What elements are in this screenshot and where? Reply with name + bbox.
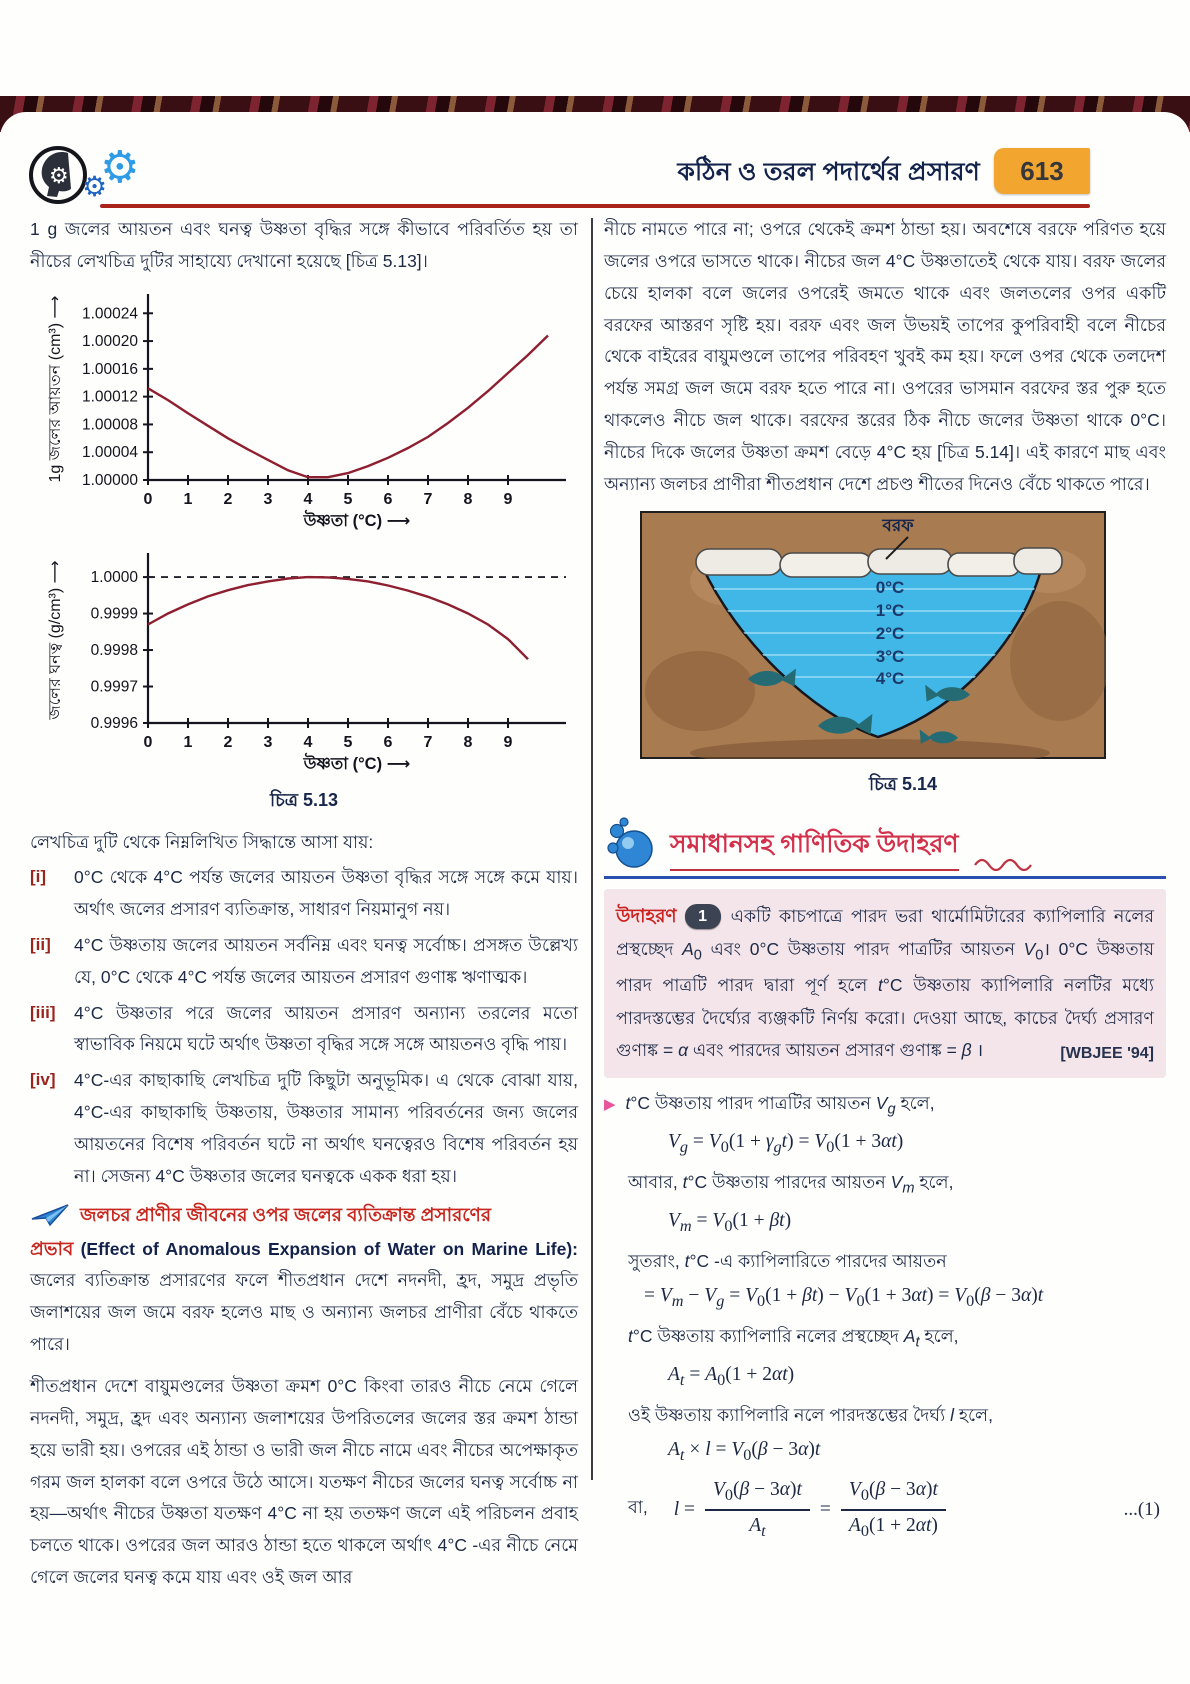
svg-text:1.00004: 1.00004 — [81, 443, 138, 461]
svg-text:3: 3 — [263, 733, 273, 751]
brain-gears-icon — [24, 138, 152, 213]
chapter-title: কঠিন ও তরল পদার্থের প্রসারণ — [677, 158, 980, 186]
conclusion-text: 4°C উষ্ণতার পরে জলের আয়তন প্রসারণ অন্যান্য তরলের মতো স্বাভাবিক নিয়মে ঘটে অর্থাৎ উষ্ণতা বৃদ্ধির সঙ্গে সঙ্গে আয়তনও বৃদ্ধি পায়। — [74, 1002, 578, 1055]
conclusion-label: [i] — [30, 867, 47, 887]
squiggle-icon — [973, 855, 1033, 871]
l-equals: l = — [673, 1498, 695, 1520]
equation-vm: $V_m = V_0(1 + \beta t)$ — [668, 1209, 792, 1235]
marine-heading-en: (Effect of Anomalous Expansion of Water on Marine Life): — [80, 1238, 578, 1259]
figure-5-13-caption: চিত্র 5.13 — [269, 789, 339, 810]
gear-icon-dark-blue: ⚙ — [82, 171, 108, 202]
svg-text:1.00024: 1.00024 — [81, 304, 138, 322]
svg-text:0.9998: 0.9998 — [90, 641, 138, 659]
fraction-1: $\frac{V_0(\beta - 3\alpha)t}{A_t}$ — [705, 1477, 810, 1543]
svg-text:3°C: 3°C — [875, 646, 905, 666]
intro-paragraph: 1 g জলের আয়তন এবং ঘনত্ব উষ্ণতা বৃদ্ধির সঙ্গে কীভাবে পরিবর্তিত হয় তা নীচের লেখচিত্র দুটির সাহায্যে দেখানো হয়েছে [চিত্র 5.13]। — [30, 219, 578, 271]
svg-text:4°C: 4°C — [875, 668, 905, 688]
solution-line-1 — [604, 1088, 1166, 1123]
svg-text:1: 1 — [183, 733, 193, 751]
svg-text:উষ্ণতা (°C) ⟶: উষ্ণতা (°C) ⟶ — [303, 754, 411, 773]
conclusion-item-iii — [30, 998, 578, 1062]
right-column — [604, 214, 1166, 1543]
svg-text:5: 5 — [343, 733, 353, 751]
svg-text:1: 1 — [183, 490, 193, 508]
svg-text:9: 9 — [503, 490, 513, 508]
svg-text:1.0000: 1.0000 — [90, 568, 138, 586]
ice-label: বরফ — [882, 515, 914, 535]
svg-text:0: 0 — [143, 733, 153, 751]
header-rule — [100, 204, 1090, 208]
svg-text:1.00000: 1.00000 — [81, 471, 138, 489]
banner-title: সমাধানসহ গাণিতিক উদাহরণ — [670, 824, 959, 871]
svg-text:6: 6 — [383, 490, 393, 508]
svg-text:5: 5 — [343, 490, 353, 508]
conclusion-text: 0°C থেকে 4°C পর্যন্ত জলের আয়তন উষ্ণতা বৃদ্ধির সঙ্গে সঙ্গে কমে যায়। অর্থাৎ জলের প্রসারণ ব্যতিক্রান্ত, সাধারণ নিয়মানুগ নয়। — [74, 867, 578, 920]
svg-text:1.00016: 1.00016 — [81, 360, 138, 378]
svg-text:1.00008: 1.00008 — [81, 416, 138, 434]
svg-text:উষ্ণতা (°C) ⟶: উষ্ণতা (°C) ⟶ — [303, 511, 411, 530]
paper-plane-icon — [30, 1203, 70, 1229]
equation-difference: = $V_m - V_g = V_0(1 + \beta t) - V_0(1 + 3\alpha t) = V_0(\beta - 3\alpha)t$ — [644, 1285, 1044, 1311]
equation-at: $A_t = A_0(1 + 2\alpha t)$ — [668, 1363, 795, 1389]
conclusion-label: [iv] — [30, 1070, 56, 1090]
fraction-2: $\frac{V_0(\beta - 3\alpha)t}{A_0(1 + 2\alpha t)}$ — [841, 1477, 946, 1543]
svg-text:6: 6 — [383, 733, 393, 751]
svg-text:1.00020: 1.00020 — [81, 332, 138, 350]
svg-text:3: 3 — [263, 490, 273, 508]
temperature-labels — [876, 578, 905, 688]
lake-illustration — [640, 511, 1166, 801]
conclusion-label: [iii] — [30, 1002, 56, 1022]
example-label: উদাহরণ — [616, 904, 677, 926]
equation-final — [628, 1477, 1166, 1543]
svg-text:0.9997: 0.9997 — [90, 678, 138, 696]
column-divider — [591, 218, 593, 1480]
bubbles-icon — [604, 817, 656, 871]
svg-text:1.00012: 1.00012 — [81, 388, 138, 406]
svg-text:7: 7 — [423, 733, 433, 751]
solution-marker-icon: ▶ — [604, 1096, 616, 1114]
marine-paragraph — [30, 1232, 578, 1361]
conclusion-text: 4°C-এর কাছাকাছি লেখচিত্র দুটি কিছুটা অনুভূমিক। এ থেকে বোঝা যায়, 4°C-এর কাছাকাছি উষ্ণতায়, উষ্ণতার সামান্য পরিবর্তনের জন্য জলের আয়তনের বিশেষ পরিবর্তন ঘটে না অর্থাৎ ঘনত্বেরও বিশেষ পরিবর্তন হয় না। সেজন্য 4°C উষ্ণতার জলের ঘনত্বকে একক ধরা হয়। — [74, 1070, 578, 1186]
example-1-block — [604, 889, 1166, 1079]
equation-vg: $V_g = V_0(1 + \gamma_gt) = V_0(1 + 3\alpha t)$ — [668, 1131, 904, 1157]
svg-text:1°C: 1°C — [875, 600, 905, 620]
gear-icon-small-white: ⚙ — [49, 163, 69, 188]
svg-text:9: 9 — [503, 733, 513, 751]
convection-paragraph: শীতপ্রধান দেশে বায়ুমণ্ডলের উষ্ণতা ক্রমশ 0°C কিংবা তারও নীচে নেমে গেলে নদনদী, সমুদ্র, হ্রদ এবং অন্যান্য জলাশয়ের উপরিতলের জলের স্তর ক্রমশ ঠান্ডা হয়ে ভারী হয়। ওপরের এই ঠান্ডা ও ভারী জল নীচে নামে এবং নীচের অপেক্ষাকৃত গরম জল হালকা বলে ওপরে উঠে আসে। যতক্ষণ নীচের জলের ঘনত্ব সর্বোচ্চ না হয়—অর্থাৎ নীচের উষ্ণতা যতক্ষণ 4°C না হয় ততক্ষণ জলে এই পরিচলন প্রবাহ চলতে থাকে। ওপরের জল আরও ঠান্ডা হতে থাকলে অর্থাৎ 4°C -এর নীচে নেমে গেলে জলের ঘনত্ব কমে যায় এবং ওই জল আর — [30, 1376, 578, 1588]
svg-text:7: 7 — [423, 490, 433, 508]
density-temperature-chart — [30, 543, 578, 780]
solution-text: t°C উষ্ণতায় পারদ পাত্রটির আয়তন $V_g$ হলে, — [625, 1093, 935, 1118]
left-column — [30, 214, 578, 1600]
svg-text:0.9996: 0.9996 — [90, 714, 138, 732]
equals-sign: = — [819, 1498, 831, 1520]
svg-text:2°C: 2°C — [875, 623, 905, 643]
gear-icon-light-blue: ⚙ — [100, 143, 140, 192]
svg-text:জলের ঘনত্ব (g/cm³) ⟶: জলের ঘনত্ব (g/cm³) ⟶ — [47, 560, 64, 720]
page-number-badge: 613 — [994, 148, 1090, 194]
volume-temperature-chart — [30, 284, 578, 537]
conclusion-item-i — [30, 862, 578, 926]
example-source: [WBJEE '94] — [1060, 1044, 1154, 1062]
solution-line-2: আবার, t°C উষ্ণতায় পারদের আয়তন $V_m$ হলে, — [628, 1172, 954, 1197]
conclusion-label: [ii] — [30, 934, 51, 954]
marine-section-heading — [30, 1201, 578, 1232]
svg-text:4: 4 — [303, 490, 313, 508]
svg-text:0.9999: 0.9999 — [90, 605, 138, 623]
ice-layer — [696, 548, 1062, 577]
svg-text:0: 0 — [143, 490, 153, 508]
conclusion-item-iv — [30, 1065, 578, 1192]
svg-text:2: 2 — [223, 733, 233, 751]
svg-text:1g জলের আয়তন (cm³) ⟶: 1g জলের আয়তন (cm³) ⟶ — [47, 295, 64, 483]
svg-text:8: 8 — [463, 733, 473, 751]
conclusion-item-ii — [30, 930, 578, 994]
solution-line-5: ওই উষ্ণতায় ক্যাপিলারি নলে পারদস্তম্ভের দৈর্ঘ্য l হলে, — [628, 1404, 993, 1425]
example-text: একটি কাচপাত্রে পারদ ভরা থার্মোমিটারের ক্যাপিলারি নলের প্রস্থচ্ছেদ $A_0$ এবং 0°C উষ্ণতায় পারদ পাত্রটির আয়তন $V_0।$ 0°C উষ্ণতায় পারদ পাত্রটি পারদ দ্বারা পূর্ণ হলে t°C উষ্ণতায় ক্যাপিলারি নলটির মধ্যে পারদস্তম্ভের দৈর্ঘ্যের ব্যঞ্জকটি নির্ণয় করো। দেওয়া আছে, কাচের দৈর্ঘ্য প্রসারণ গুণাঙ্ক = α এবং পারদের আয়তন প্রসারণ গুণাঙ্ক = β । — [616, 905, 1155, 1061]
ba-label: বা, — [628, 1497, 648, 1518]
example-number-badge: 1 — [685, 904, 721, 929]
worked-examples-banner — [604, 817, 1166, 879]
marine-heading-bn: জলচর প্রাণীর জীবনের ওপর জলের ব্যতিক্রান্ত প্রসারণের — [80, 1203, 492, 1225]
marine-text: জলের ব্যতিক্রান্ত প্রসারণের ফলে শীতপ্রধান দেশে নদনদী, হ্রদ, সমুদ্র প্রভৃতি জলাশয়ের জল জমে বরফ হলেও মাছ ও অন্যান্য জলচর প্রাণীরা বেঁচে থাকতে পারে। — [30, 1270, 578, 1355]
equation-number: ...(1) — [1123, 1498, 1160, 1520]
svg-text:2: 2 — [223, 490, 233, 508]
solution-line-3: সুতরাং, t°C -এ ক্যাপিলারিতে পারদের আয়তন — [628, 1250, 947, 1271]
svg-text:4: 4 — [303, 733, 313, 751]
conclusions-intro: লেখচিত্র দুটি থেকে নিম্নলিখিত সিদ্ধান্তে আসা যায়: — [30, 831, 374, 852]
figure-5-14-caption: চিত্র 5.14 — [868, 773, 938, 794]
svg-text:0°C: 0°C — [875, 577, 905, 597]
svg-text:8: 8 — [463, 490, 473, 508]
equation-atl: $A_t \times l = V_0(\beta - 3\alpha)t$ — [668, 1439, 821, 1465]
marine-heading-word: প্রভাব — [30, 1237, 74, 1259]
solution-line-4: t°C উষ্ণতায় ক্যাপিলারি নলের প্রস্থচ্ছেদ $A_t$ হলে, — [628, 1326, 959, 1351]
conclusion-text: 4°C উষ্ণতায় জলের আয়তন সর্বনিম্ন এবং ঘনত্ব সর্বোচ্চ। প্রসঙ্গত উল্লেখ্য যে, 0°C থেকে 4°C পর্যন্ত জলের আয়তন প্রসারণ গুণাঙ্ক ঋণাত্মক। — [74, 934, 578, 987]
right-paragraph: নীচে নামতে পারে না; ওপরে থেকেই ক্রমশ ঠান্ডা হয়। অবশেষে বরফে পরিণত হয়ে জলের ওপরে ভাসতে থাকে। নীচের জল 4°C উষ্ণতাতেই থেকে যায়। বরফ জলের চেয়ে হালকা বলে জলের ওপরেই জমতে থাকে এবং জলতলের ওপর একটি বরফের আস্তরণ সৃষ্টি হয়। বরফ এবং জল উভয়ই তাপের কুপরিবাহী বলে নীচের থেকে বাইরের বায়ুমণ্ডলে তাপের পরিবহণ খুবই কম হয়। ফলে ওপর থেকে তলদেশ পর্যন্ত সমগ্র জল জমে বরফ হতে পারে না। ওপরের ভাসমান বরফের স্তর পুরু হতে থাকলেও নীচে জল থাকে। বরফের স্তরের ঠিক নীচে জলের উষ্ণতা থাকে 0°C। নীচের দিকে জলের উষ্ণতা ক্রমশ বেড়ে 4°C হয় [চিত্র 5.14]। এই কারণে মাছ এবং অন্যান্য জলচর প্রাণীরা শীতপ্রধান দেশে প্রচণ্ড শীতের দিনেও বেঁচে থাকতে পারে। — [604, 219, 1166, 494]
